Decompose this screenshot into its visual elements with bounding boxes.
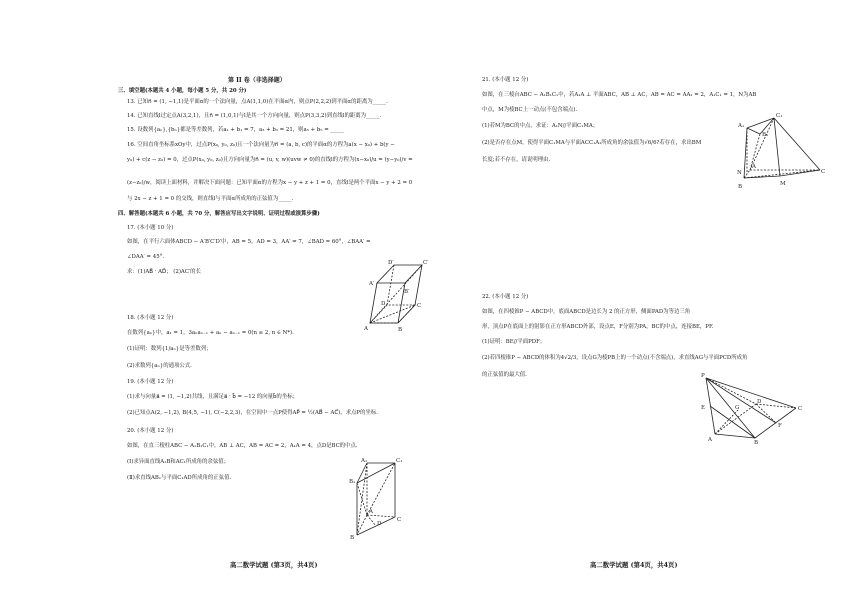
label-M: M bbox=[780, 181, 786, 187]
label-A-pyramid: A bbox=[708, 437, 712, 443]
question-22-line-2: 形，顶点P在底面上的射影在正方形ABCD外部，设点E，F分别为PA，BC的中点，连接BE，PF. bbox=[482, 324, 714, 330]
label-B1-frustum: B₁ bbox=[762, 132, 769, 138]
label-C-frustum: C bbox=[821, 169, 826, 175]
label-C1-frustum: C₁ bbox=[776, 113, 783, 119]
question-21-line-3: (1)若M为BC的中点，求证：A₁N//平面C₁MA； bbox=[482, 123, 599, 129]
page-3-footer: 高二数学试题 (第3页，共4页) bbox=[230, 561, 318, 569]
label-B-prism: B bbox=[350, 535, 355, 540]
question-22-line-4: (2)若四棱锥P − ABCD的体积为4√2/3，设点G为棱PB上的一个动点(不含端点)，求直线AG与平面PCD所成角 bbox=[482, 355, 748, 361]
question-17-line-3: 求：(1)AB⃗ · AD⃗； (2)AC′的长 bbox=[127, 269, 201, 275]
prism-figure bbox=[345, 455, 410, 540]
frustum-figure bbox=[732, 110, 827, 195]
answer-heading: 四、解答题(本题共 6 小题，共 70 分，解答应写出文字说明、证明过程或演算步骤) bbox=[118, 211, 320, 217]
question-21-line-5: 长度;若不存在，请说明理由. bbox=[482, 157, 551, 163]
label-G: G bbox=[735, 405, 740, 411]
question-17-header: 17. (本小题 10 分) bbox=[127, 225, 174, 231]
label-D-pyramid: D bbox=[757, 399, 762, 405]
label-C: C bbox=[417, 303, 422, 309]
question-17-line-1: 如图，在平行六面体ABCD − A′B′C′D′中，AB = 5，AD = 3，AA′ = 7，∠BAD = 60°，∠BAA′ = bbox=[127, 239, 371, 245]
exam-page-4 bbox=[470, 0, 860, 608]
question-19-line-2: (2)已知点A(2, −1,2), B(4,5, −1), C(−2,2,3)，在空间中一点P使得AP⃗ = ½(AB⃗ − AC⃗)，求点P的坐标. bbox=[127, 410, 378, 416]
fill-in-heading: 三、填空题(本题共 4 小题，每小题 5 分，共 20 分) bbox=[118, 88, 247, 94]
question-15: 15. 设数列{aₙ},{bₙ}都是等差数列，若a₁ + b₁ = 7，a₃ + b₃ = 21，则a₅ + b₅ = _____ bbox=[127, 127, 344, 133]
question-21-line-4: (2)是否存在点M，使得平面C₁MA与平面ACC₁A₁所成角的余弦值为√6/6?若存在，求出BM bbox=[482, 140, 702, 146]
question-22-line-3: (1)证明：BE//平面PDF； bbox=[482, 339, 546, 345]
question-18-line-2: (1)证明：数列{1/aₙ}是等差数列； bbox=[127, 346, 212, 352]
question-16-line-3: (z−z₀)/w，阅读上面材料，并解决下面问题：已知平面α的方程为x − y + z + 1 = 0，直线l是两个平面x − y + 2 = 0 bbox=[127, 180, 413, 186]
label-A: A bbox=[364, 326, 368, 332]
parallelepiped-figure bbox=[360, 255, 435, 333]
label-A-prism: A bbox=[369, 509, 373, 515]
question-20-header: 20. (本小题 12 分) bbox=[127, 428, 174, 434]
page-4-footer: 高二数学试题 (第4页，共4页) bbox=[590, 561, 678, 569]
label-F: F bbox=[778, 423, 782, 429]
question-18-line-3: (2)求数列{aₙ}的通项公式. bbox=[127, 363, 192, 369]
question-18-header: 18. (本小题 12 分) bbox=[127, 315, 174, 321]
label-C-prime: C′ bbox=[423, 260, 429, 266]
question-18-line-1: 在数列{aₙ}中，a₁ = 1，3aₙaₙ₋₁ + aₙ − aₙ₋₁ = 0(n ≥ 2, n ∈ N*). bbox=[127, 330, 294, 336]
question-22-line-1: 如图，在四棱锥P − ABCD中，底面ABCD是边长为 2 的正方形，侧面PAD为等边三角 bbox=[482, 309, 691, 315]
label-A1: A₁ bbox=[361, 458, 368, 464]
label-D-prism: D bbox=[377, 521, 382, 527]
question-19-line-1: (1)求与向量a⃗ = (1, −1,2)共线，且满足a⃗ · b⃗ = −12 的向量b⃗的坐标； bbox=[127, 394, 298, 400]
label-B-pyramid: B bbox=[754, 440, 759, 444]
question-20-line-2: (Ⅰ)求异面直线A₁B和AC₁所成角的余弦值； bbox=[127, 459, 229, 465]
section-title: 第 II 卷（非选择题） bbox=[228, 77, 286, 84]
question-21-line-2: 中点，M为棱BC上一动点(不包含端点). bbox=[482, 107, 578, 113]
question-16-line-1: 16. 空间直角坐标系xOy中，过点P(x₀, y₀, z₀)且一个法向量为n⃗ = (a, b, c)的平面α的方程为a(x − x₀) + b(y − bbox=[127, 142, 395, 148]
question-16-line-2: y₀) + c(z − z₀) = 0，过点P(x₀, y₀, z₀)且方向向量为n⃗ = (u, v, w)(uvw ≠ 0)的直线l的方程为(x−x₀)/u = (y−y₀)/v = bbox=[127, 157, 413, 163]
label-D-prime: D′ bbox=[388, 260, 394, 266]
question-21-line-1: 如图，在三棱台ABC − A₁B₁C₁中，若A₁A ⊥ 平面ABC，AB ⊥ AC，AB = AC = AA₁ = 2，A₁C₁ = 1，N为AB bbox=[482, 92, 757, 98]
question-16-line-4: 与 2x − z + 1 = 0 的交线，则直线l与平面α所成角的正弦值为_____. bbox=[127, 196, 294, 202]
question-14: 14. 已知直线l过定点A(3,2,1)，且n⃗ = (1,0,1)与l是其一个方向向量，则点P(3,3,2)到直线l的距离为_____. bbox=[127, 113, 382, 119]
label-B1: B₁ bbox=[349, 479, 356, 485]
question-22-header: 22. (本小题 12 分) bbox=[482, 294, 529, 300]
label-A1-frustum: A₁ bbox=[738, 123, 745, 129]
label-C-pyramid: C bbox=[798, 406, 803, 412]
label-C-prism: C bbox=[397, 517, 402, 523]
question-19-header: 19. (本小题 12 分) bbox=[127, 379, 174, 385]
label-E: E bbox=[701, 405, 706, 411]
question-20-line-1: 如图，在直三棱柱ABC − A₁B₁C₁中，AB ⊥ AC，AB = AC = 2，A₁A = 4，点D是BC的中点. bbox=[127, 443, 358, 449]
question-13: 13. 已知n⃗ = (1, −1,1)是平面α的一个法向量，点A(1,1,0)在平面α内，则点P(2,2,2)到平面α的距离为_____. bbox=[127, 99, 388, 105]
question-17-line-2: ∠DAA′ = 45°. bbox=[127, 254, 165, 260]
label-C1: C₁ bbox=[396, 458, 403, 464]
label-P: P bbox=[701, 373, 705, 379]
pyramid-figure bbox=[700, 372, 825, 444]
label-B-prime: B′ bbox=[404, 289, 410, 295]
label-B-frustum: B bbox=[738, 184, 743, 190]
label-B: B bbox=[398, 327, 403, 333]
label-A-frustum: A bbox=[752, 164, 756, 170]
label-A-prime: A′ bbox=[369, 281, 375, 287]
label-D: D bbox=[381, 301, 386, 307]
question-22-line-5: 的正弦值的最大值. bbox=[482, 372, 527, 378]
label-N: N bbox=[737, 170, 742, 176]
question-20-line-3: (Ⅱ)求直线AB₁与平面C₁AD所成角的正弦值. bbox=[127, 475, 232, 481]
question-21-header: 21. (本小题 12 分) bbox=[482, 77, 529, 83]
